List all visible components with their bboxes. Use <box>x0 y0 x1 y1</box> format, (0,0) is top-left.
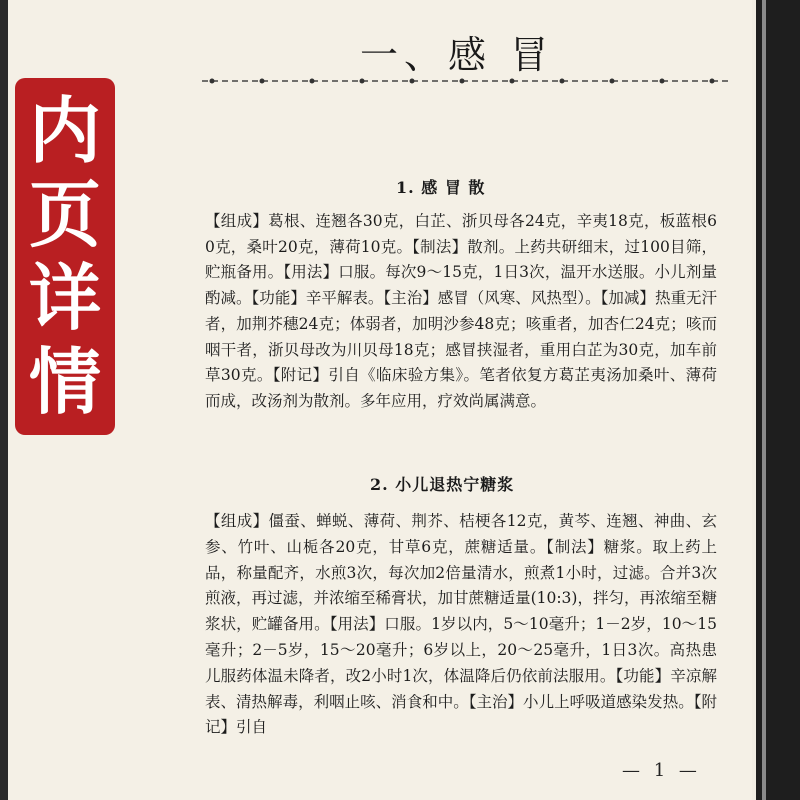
page-left-edge <box>0 0 8 800</box>
page-number: — 1 — <box>622 760 701 781</box>
section-title: 1. 感 冒 散 <box>396 178 486 197</box>
ornament-divider <box>202 74 732 88</box>
badge-char: 页 <box>28 172 101 257</box>
detail-page-badge <box>15 78 115 435</box>
section-body: 【组成】葛根、连翘各30克，白芷、浙贝母各24克，辛夷18克，板蓝根60克，桑叶20克，薄荷10克。【制法】散剂。上药共研细末，过100目筛，贮瓶备用。【用法】口服。每次9～15克，1日3次，温开水送服。小儿剂量酌减。【功能】辛平解表。【主治】感冒（风寒、风热型）。【加减】热重无汗者，加荆芥穗24克；体弱者，加明沙参48克；咳重者，加杏仁24克；咳而咽干者，浙贝母改为川贝母18克；感冒挟湿者，重用白芷为30克，加车前草30克。【附记】引自《临床验方集》。笔者依复方葛芷夷汤加桑叶、薄荷而成，改汤剂为散剂。多年应用，疗效尚属满意。 <box>205 212 717 410</box>
section-body: 【组成】僵蚕、蝉蜕、薄荷、荆芥、桔梗各12克，黄芩、连翘、神曲、玄参、竹叶、山栀各20克，甘草6克，蔗糖适量。【制法】糖浆。取上药上品，称量配齐，水煎3次，每次加2倍量清水，煎煮1小时，过滤。合并3次煎液，再过滤，并浓缩至稀膏状，加甘蔗糖适量(10:3)，拌匀，再浓缩至糖浆状，贮罐备用。【用法】口服。1岁以内，5～10毫升；1－2岁，10～15毫升；2－5岁，15～20毫升；6岁以上，20～25毫升，1日3次。高热患儿服药体温未降者，改2小时1次，体温降后仍依前法服用。【功能】辛凉解表、清热解毒，利咽止咳、消食和中。【主治】小儿上呼吸道感染发热。【附记】引自 <box>205 512 717 737</box>
badge-char: 内 <box>28 88 101 173</box>
page-right-edge <box>752 0 800 800</box>
section-title: 2. 小儿退热宁糖浆 <box>370 475 515 494</box>
badge-char: 详 <box>28 256 101 341</box>
badge-char: 情 <box>28 340 101 425</box>
chapter-title: 一、感 冒 <box>360 33 555 77</box>
